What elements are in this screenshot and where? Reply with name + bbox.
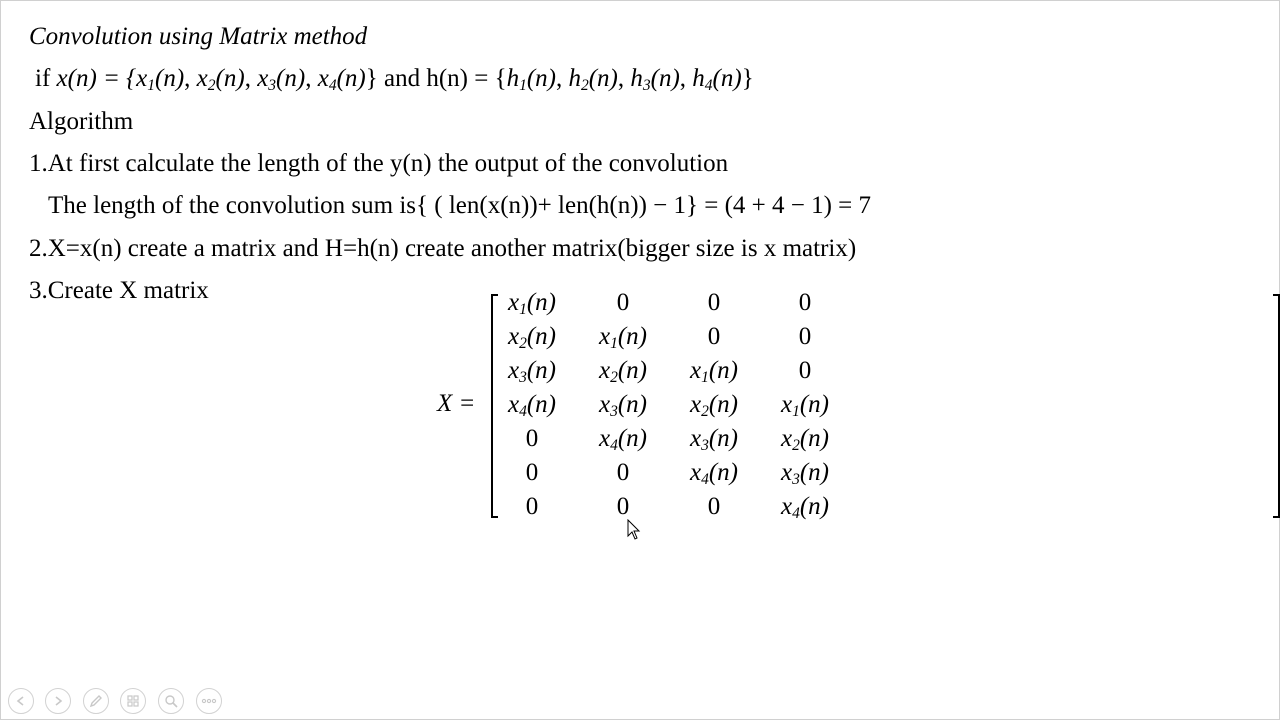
term: $h_2(n)$ — [568, 65, 618, 94]
x-definition-lhs: x(n) = { — [56, 65, 137, 92]
matrix-cell: $x_4(n)$ — [507, 391, 556, 420]
pen-icon — [89, 694, 103, 708]
matrix-cell: $x_3(n)$ — [689, 425, 738, 454]
matrix-cell: $x_2(n)$ — [689, 391, 738, 420]
term: $h_1(n)$ — [506, 65, 556, 94]
zoom-button[interactable] — [158, 688, 184, 714]
step-1: 1.At first calculate the length of the y(n) the output of the convolution — [29, 150, 729, 177]
definition-line — [35, 65, 754, 94]
step-3: 3.Create X matrix — [29, 277, 209, 304]
matrix-cell: $x_4(n)$ — [780, 493, 829, 522]
matrix-cell: 0 — [707, 323, 721, 350]
matrix-cell: 0 — [525, 425, 539, 452]
more-options-button[interactable] — [196, 688, 222, 714]
algorithm-heading: Algorithm — [29, 108, 134, 135]
matrix-cell: 0 — [616, 493, 630, 520]
length-text: The length of the convolution sum is{ ( — [48, 192, 449, 219]
previous-slide-button[interactable] — [8, 688, 34, 714]
length-line — [48, 193, 871, 218]
matrix-cell: $x_1(n)$ — [598, 323, 647, 352]
len-x: len(x(n))+ — [448, 192, 559, 219]
definition-prefix: if — [35, 65, 51, 92]
matrix-cell: $x_1(n)$ — [780, 391, 829, 420]
slides-grid-icon — [126, 694, 140, 708]
matrix-cell: $x_4(n)$ — [598, 425, 647, 454]
arrow-left-icon — [15, 695, 27, 707]
matrix-cell: 0 — [616, 459, 630, 486]
term: $h_4(n)$ — [692, 65, 742, 94]
matrix-cell: $x_1(n)$ — [507, 289, 556, 318]
matrix-cell: $x_1(n)$ — [689, 357, 738, 386]
step-2: 2.X=x(n) create a matrix and H=h(n) create another matrix(bigger size is x matrix) — [29, 235, 857, 262]
term: $h_3(n)$ — [630, 65, 680, 94]
matrix-cell: $x_2(n)$ — [780, 425, 829, 454]
matrix-cell: 0 — [707, 493, 721, 520]
see-all-slides-button[interactable] — [120, 688, 146, 714]
matrix-label: X = — [437, 390, 476, 417]
term: $x_3(n)$ — [257, 65, 306, 94]
pen-button[interactable] — [83, 688, 109, 714]
matrix-cell: $x_4(n)$ — [689, 459, 738, 488]
x-close-brace: } — [365, 65, 378, 92]
mouse-cursor-icon — [627, 519, 641, 546]
matrix-right-bracket — [1273, 294, 1280, 518]
arrow-right-icon — [52, 695, 64, 707]
matrix-cell: $x_2(n)$ — [598, 357, 647, 386]
matrix-cell: 0 — [616, 289, 630, 316]
term: $x_4(n)$ — [317, 65, 366, 94]
matrix-cell: $x_3(n)$ — [598, 391, 647, 420]
matrix-cell: 0 — [798, 289, 812, 316]
matrix-cell: 0 — [707, 289, 721, 316]
matrix-cell: 0 — [798, 357, 812, 384]
h-close-brace: } — [741, 65, 754, 92]
next-slide-button[interactable] — [45, 688, 71, 714]
term: $x_2(n)$ — [196, 65, 245, 94]
and-word: and — [383, 65, 421, 92]
matrix-cell: $x_3(n)$ — [507, 357, 556, 386]
matrix-cell: 0 — [525, 459, 539, 486]
term: $x_1(n)$ — [136, 65, 185, 94]
slide-title: Convolution using Matrix method — [29, 23, 368, 50]
magnifier-icon — [164, 694, 178, 708]
h-definition-lhs: h(n) = { — [426, 65, 507, 92]
len-h: len(h(n)) − 1} = (4 + 4 − 1) = 7 — [558, 192, 872, 219]
x-terms: $x_1(n)$, $x_2(n)$, $x_3(n)$, $x_4(n)$ — [136, 65, 366, 94]
matrix-cell: 0 — [525, 493, 539, 520]
more-icon — [201, 697, 217, 705]
h-terms: $h_1(n)$, $h_2(n)$, $h_3(n)$, $h_4(n)$ — [506, 65, 742, 94]
matrix-cell: $x_2(n)$ — [507, 323, 556, 352]
matrix-cell: $x_3(n)$ — [780, 459, 829, 488]
matrix-cell: 0 — [798, 323, 812, 350]
